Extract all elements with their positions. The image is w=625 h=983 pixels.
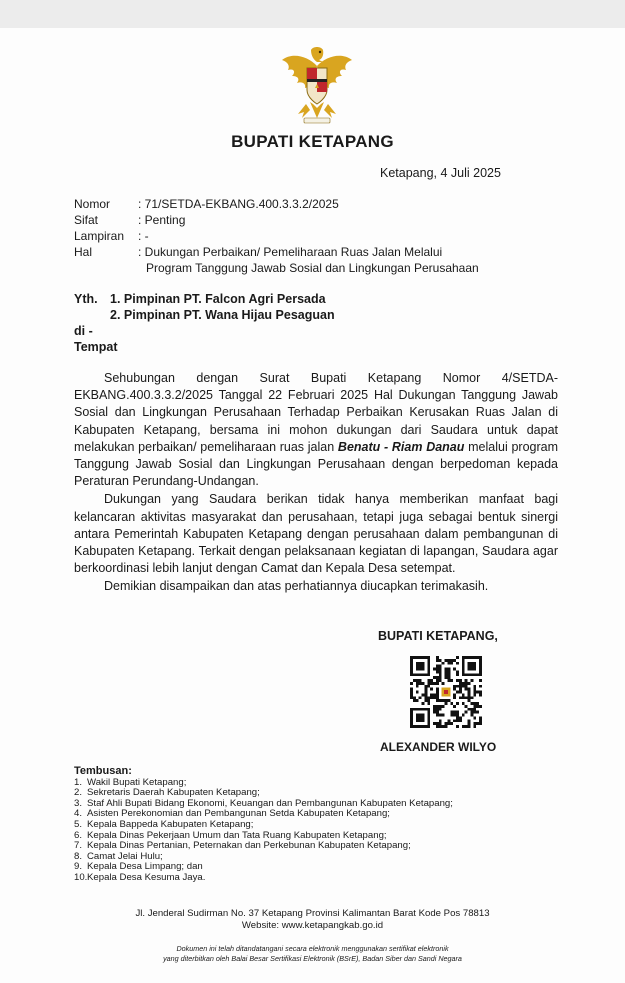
e-signature-disclaimer <box>0 944 625 963</box>
meta-lampiran-row <box>74 228 546 244</box>
tembusan-item-text: Kepala Dinas Pertanian, Peternakan dan Perkebunan Kabupaten Ketapang; <box>87 840 411 852</box>
tembusan-item-number: 5. <box>74 818 83 830</box>
letter-footer <box>0 908 625 932</box>
meta-sifat-label: Sifat <box>74 213 99 227</box>
footer-website: Website: www.ketapangkab.go.id <box>241 920 384 931</box>
letter-body <box>74 370 558 597</box>
meta-sifat-row <box>74 212 546 228</box>
tembusan-item-number: 4. <box>74 808 83 820</box>
tembusan-item-text: Kepala Desa Limpang; dan <box>87 861 203 873</box>
signature-title: BUPATI KETAPANG, <box>378 629 498 643</box>
yth-label: Yth. <box>74 292 98 306</box>
recipient-row-2 <box>74 307 335 323</box>
recipient-item: 2. Pimpinan PT. Wana Hijau Pesaguan <box>110 308 335 322</box>
tembusan-item-text: Wakil Bupati Ketapang; <box>87 776 187 788</box>
body-paragraph-1: Sehubungan dengan Surat Bupati Ketapang Nomor 4/SETDA-EKBANG.400.3.3.2/2025 Tanggal 22 Februari 2025 Hal Dukungan Tanggung Jawab Sosial dan Lingkungan Perusahaan Terhadap Perbaikan Kerusakan Ruas Jalan di Kabupaten Ketapang, bersama ini mohon dukungan dari Saudara untuk dapat melakukan perbaikan/ pemeliharaan ruas jalan Benatu - Riam Danau melalui program Tanggung Jawab Sosial dan Lingkungan Perusahaan dengan berpedoman kepada Peraturan Perundang-Undangan. <box>74 371 559 489</box>
meta-hal-row <box>74 244 546 260</box>
tembusan-item <box>74 873 574 884</box>
disclaimer-line-2: yang diterbitkan oleh Balai Besar Sertifikasi Elektronik (BSrE), Badan Siber dan Sandi Negara <box>163 953 462 963</box>
tembusan-item-number: 2. <box>74 787 83 799</box>
body-paragraph-2: Dukungan yang Saudara berikan tidak hanya memberikan manfaat bagi kelancaran aktivitas masyarakat dan perusahaan, tetapi juga sebagai bentuk sinergi antara Pemerintah Kabupaten Ketapang dengan perusahaan dalam pembangunan di Kabupaten Ketapang. Terkait dengan pelaksanaan kegiatan di lapangan, Saudara agar berkoordinasi lebih lanjut dengan Camat dan Kepala Desa setempat. <box>74 492 558 576</box>
tembusan-item <box>74 820 574 831</box>
tembusan-item-number: 6. <box>74 829 83 841</box>
letter-meta <box>74 196 546 276</box>
tembusan-item-number: 1. <box>74 776 83 788</box>
signatory-name: ALEXANDER WILYO <box>380 740 497 754</box>
meta-nomor-value: : 71/SETDA-EKBANG.400.3.3.2/2025 <box>138 197 339 211</box>
tembusan-item-number: 10. <box>74 871 88 883</box>
tembusan-item-text: Sekretaris Daerah Kabupaten Ketapang; <box>87 787 260 799</box>
tembusan-item-text: Kepala Bappeda Kabupaten Ketapang; <box>87 818 254 830</box>
meta-hal-value-2: Program Tanggung Jawab Sosial dan Lingkungan Perusahaan <box>146 261 479 275</box>
disclaimer-line-1: Dokumen ini telah ditandatangani secara elektronik menggunakan sertifikat elektronik <box>176 944 449 953</box>
letterhead-title: BUPATI KETAPANG <box>231 132 394 151</box>
tembusan-item-text: Camat Jelai Hulu; <box>87 850 163 862</box>
meta-hal-row-2 <box>74 260 546 276</box>
tembusan-item-text: Kepala Desa Kesuma Jaya. <box>87 871 206 883</box>
footer-address: Jl. Jenderal Sudirman No. 37 Ketapang Provinsi Kalimantan Barat Kode Pos 78813 <box>135 908 490 919</box>
garuda-emblem-icon <box>278 46 356 126</box>
tembusan-list <box>74 766 574 884</box>
top-band <box>0 0 625 28</box>
tembusan-item-number: 7. <box>74 840 83 852</box>
tembusan-item-number: 3. <box>74 797 83 809</box>
letter-page <box>0 28 625 983</box>
meta-lampiran-value: : - <box>138 229 149 243</box>
recipient-item: 1. Pimpinan PT. Falcon Agri Persada <box>110 292 326 306</box>
tembusan-item-text: Asisten Perekonomian dan Pembangunan Setda Kabupaten Ketapang; <box>87 808 390 820</box>
recipients <box>74 291 335 355</box>
tembusan-heading: Tembusan: <box>74 765 132 777</box>
meta-nomor-row <box>74 196 546 212</box>
meta-nomor-label: Nomor <box>74 197 111 211</box>
road-name: Benatu - Riam Danau <box>337 439 465 454</box>
recipient-row-1 <box>74 291 335 307</box>
meta-lampiran-label: Lampiran <box>74 229 125 243</box>
letter-date: Ketapang, 4 Juli 2025 <box>380 166 501 180</box>
tembusan-item-number: 9. <box>74 861 83 873</box>
di-label: di - <box>74 324 93 338</box>
tembusan-item-text: Kepala Dinas Pekerjaan Umum dan Tata Ruang Kabupaten Ketapang; <box>87 829 387 841</box>
qr-code-icon <box>410 656 482 728</box>
tembusan-item-number: 8. <box>74 850 83 862</box>
tempat-label: Tempat <box>74 340 118 354</box>
body-paragraph-3: Demikian disampaikan dan atas perhatiannya diucapkan terimakasih. <box>104 579 489 594</box>
meta-sifat-value: : Penting <box>138 213 186 227</box>
meta-hal-value: : Dukungan Perbaikan/ Pemeliharaan Ruas Jalan Melalui <box>138 245 443 259</box>
tembusan-item-text: Staf Ahli Bupati Bidang Ekonomi, Keuangan dan Pembangunan Kabupaten Ketapang; <box>87 797 453 809</box>
meta-hal-label: Hal <box>74 245 93 259</box>
